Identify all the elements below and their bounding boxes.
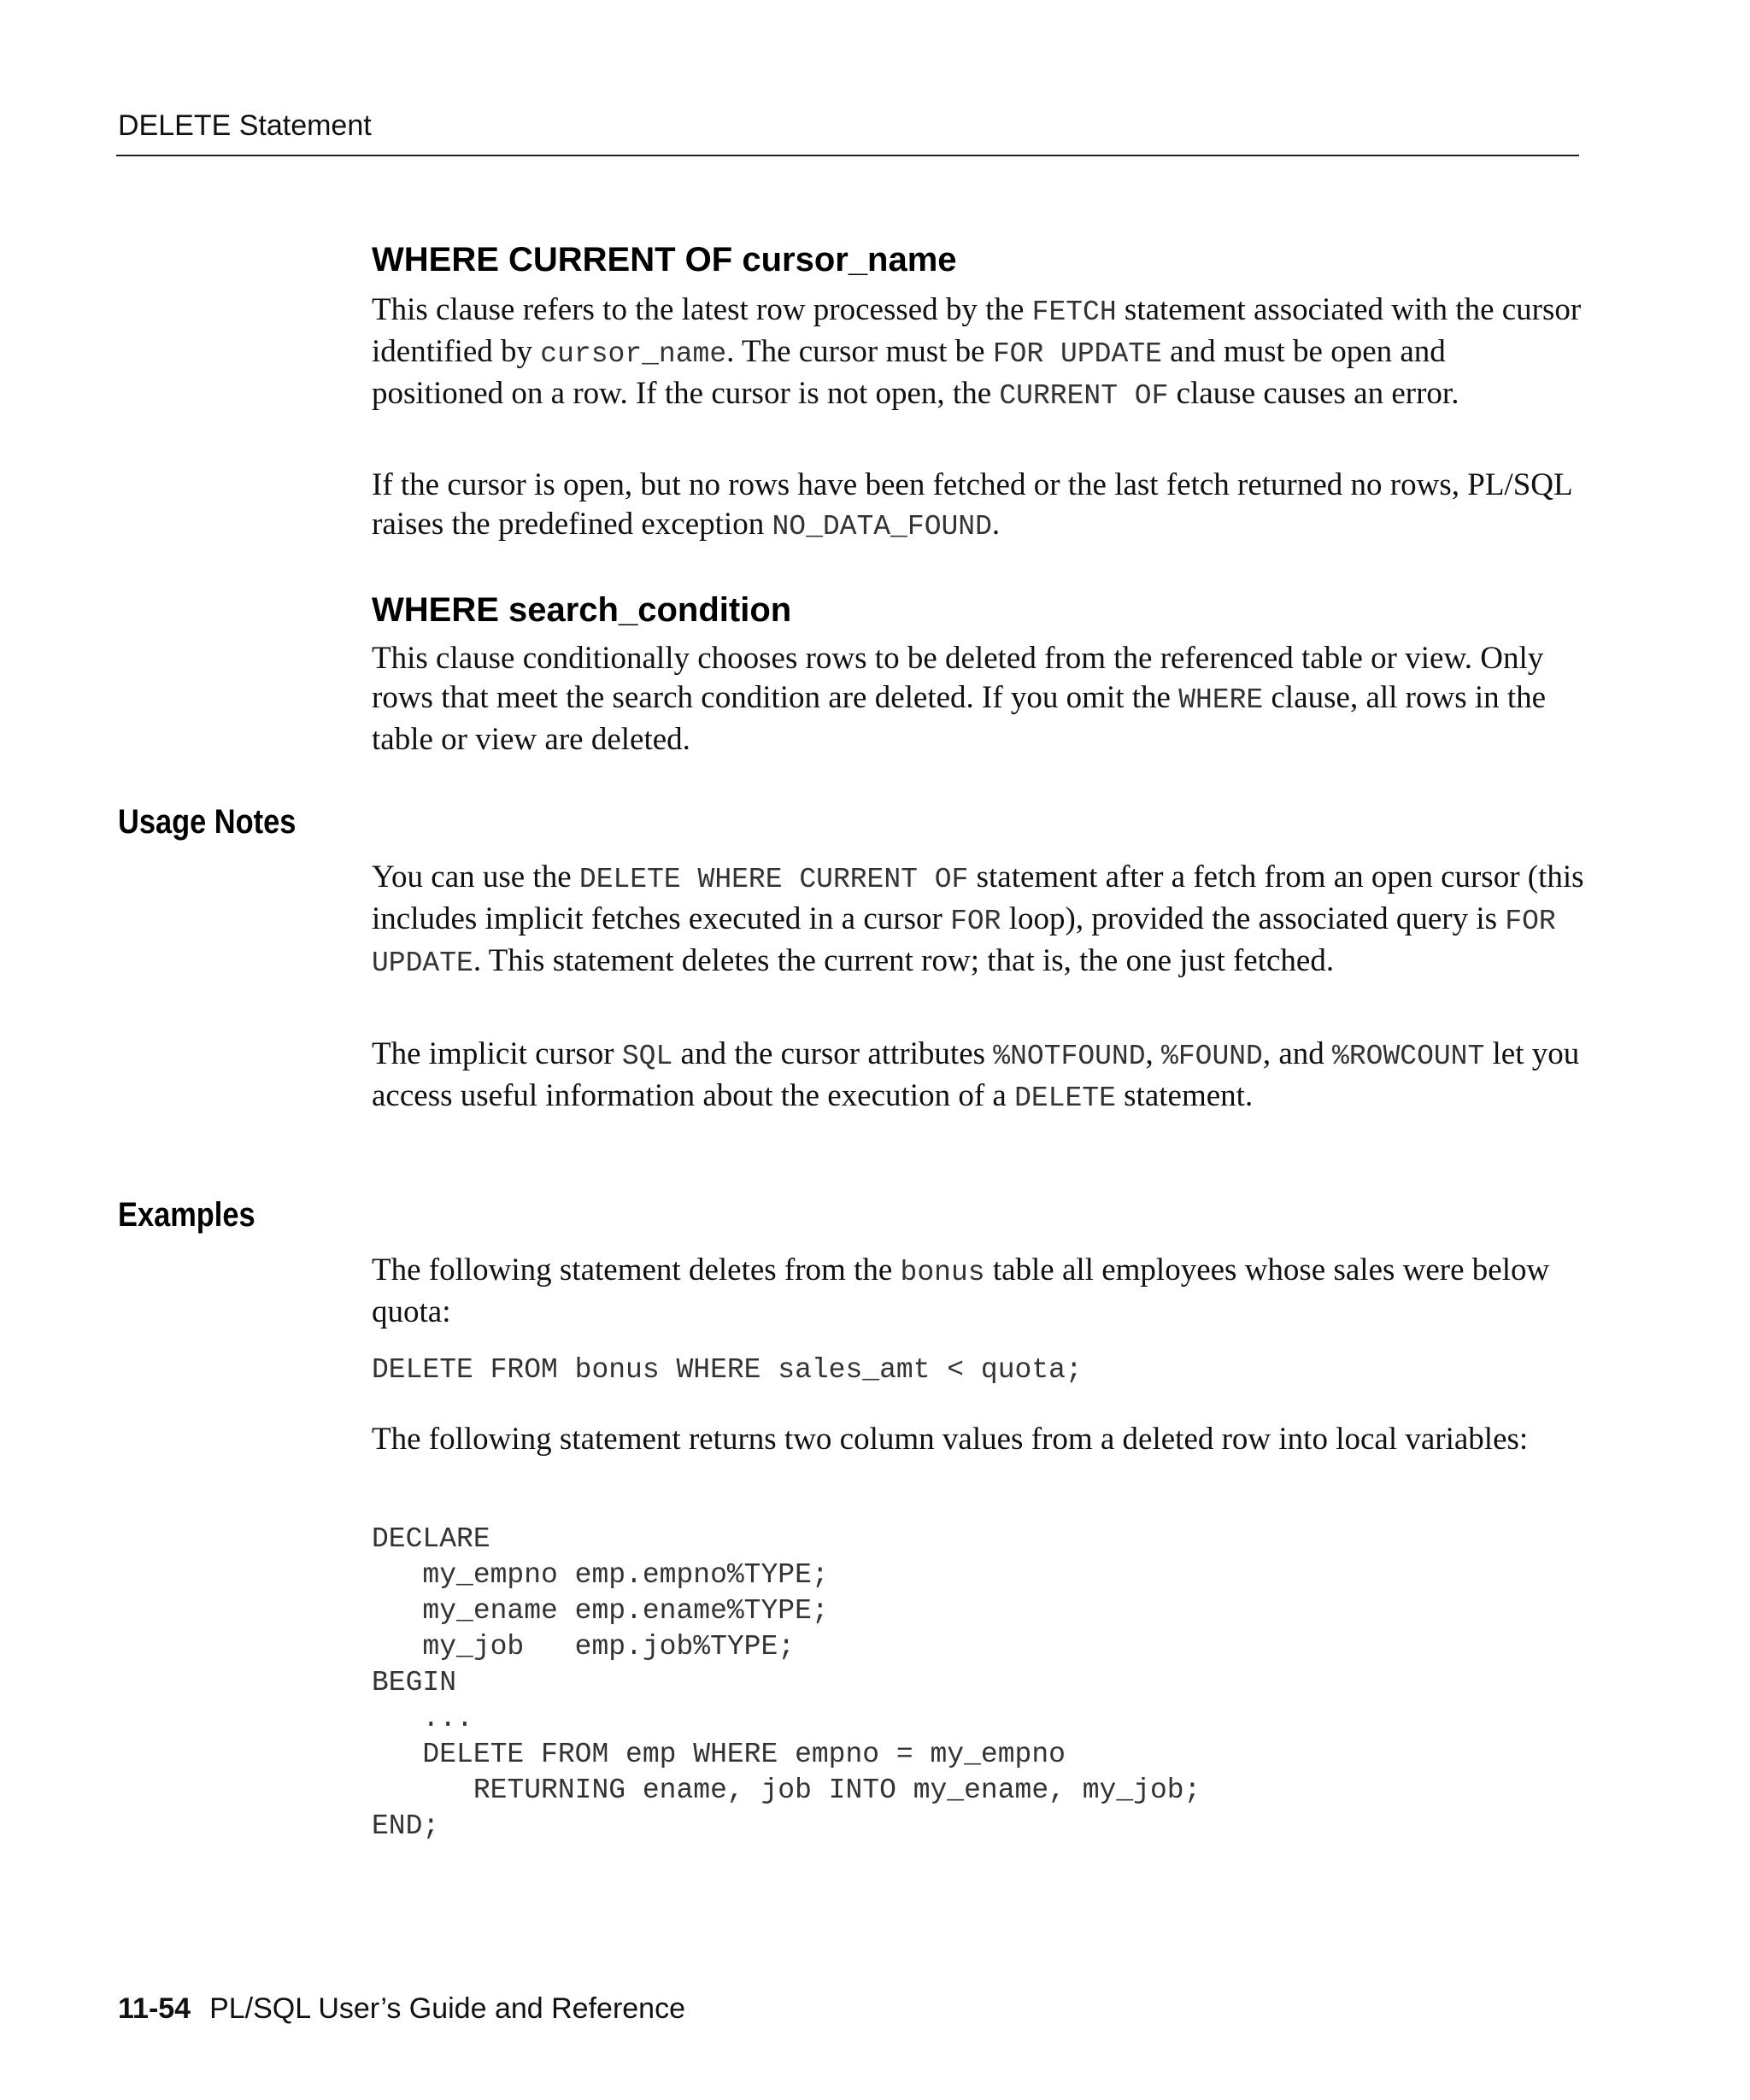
page-footer [118,1992,685,2026]
header-rule [116,155,1579,156]
heading-usage-notes: Usage Notes [118,803,297,841]
code-example-delete-bonus: DELETE FROM bonus WHERE sales_amt < quota; [372,1354,1083,1386]
heading-examples: Examples [118,1196,255,1234]
paragraph-where-search-condition: This clause conditionally chooses rows to be deleted from the referenced table or view. Only rows that meet the search condition are deleted. If you omit the WHERE clause, all rows in the table or view are deleted. [372,641,1547,757]
book-title: PL/SQL User’s Guide and Reference [209,1992,685,2025]
heading-where-current-of: WHERE CURRENT OF cursor_name [372,241,957,279]
paragraph-usage-notes-2: The implicit cursor SQL and the cursor attributes %NOTFOUND, %FOUND, and %ROWCOUNT let you access useful information about the execution of a DELETE statement. [372,1036,1580,1114]
running-header: DELETE Statement [118,109,372,142]
heading-where-search-condition: WHERE search_condition [372,591,792,629]
paragraph-where-current-of-2: If the cursor is open, but no rows have been fetched or the last fetch returned no rows, PL/SQL raises the predefined exception NO_DATA_FOUND. [372,467,1572,543]
page-number: 11-54 [118,1992,191,2025]
code-example-returning: DECLARE my_empno emp.empno%TYPE; my_ename emp.ename%TYPE; my_job emp.job%TYPE; BEGIN ... DELETE FROM emp WHERE empno = my_empno RETURNING ename, job INTO my_ename, my_job; END; [372,1523,1201,1842]
paragraph-examples-1: The following statement deletes from the bonus table all employees whose sales were below quota: [372,1252,1550,1329]
paragraph-examples-2: The following statement returns two column values from a deleted row into local variables: [372,1422,1529,1457]
paragraph-usage-notes-1: You can use the DELETE WHERE CURRENT OF statement after a fetch from an open cursor (this includes implicit fetches executed in a cursor FOR loop), provided the associated query is FOR UPDATE. This statement deletes the current row; that is, the one just fetched. [372,859,1584,979]
paragraph-where-current-of-1: This clause refers to the latest row processed by the FETCH statement associated with the cursor identified by cursor_name. The cursor must be FOR UPDATE and must be open and positioned on a row. If the cursor is not open, the CURRENT OF clause causes an error. [372,292,1582,412]
